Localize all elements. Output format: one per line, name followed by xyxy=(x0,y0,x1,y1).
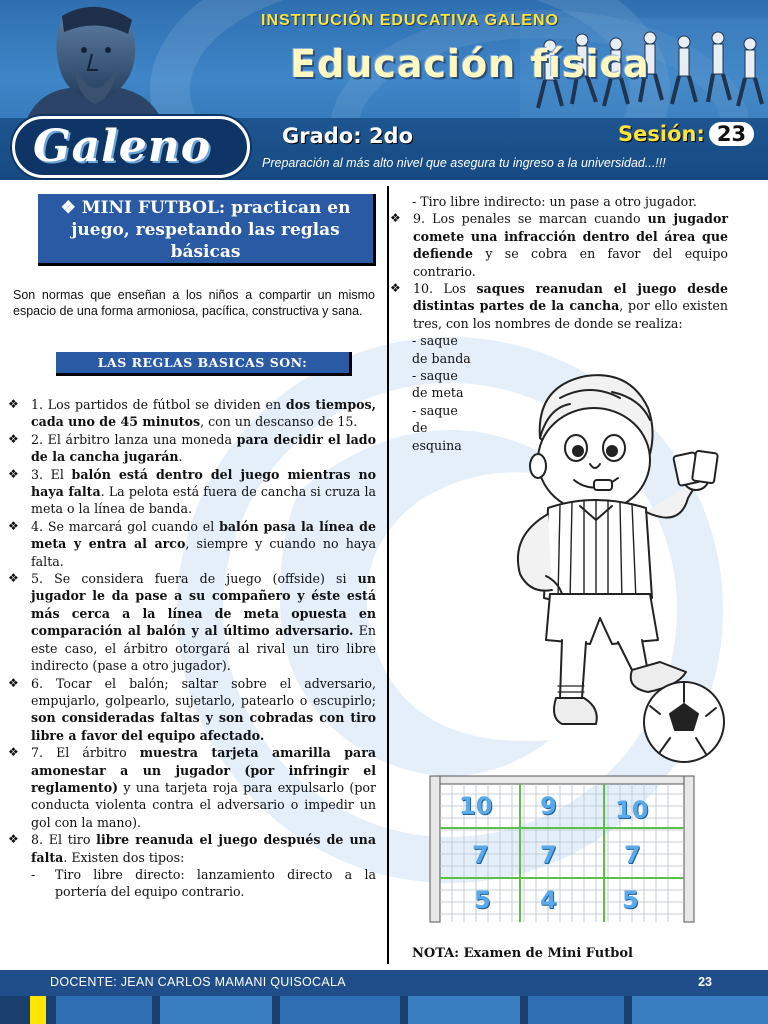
rule-text: y se cobra en favor del equipo contrario. xyxy=(413,246,728,279)
grade-caption: Grado: xyxy=(282,124,362,148)
rule-text: . Existen dos tipos: xyxy=(63,849,185,865)
section-title-line: juego, respetando las reglas xyxy=(71,220,340,240)
footer-stripe xyxy=(272,996,280,1024)
rule-text-bold: un jugador comete una infracción dentro del área que defiende xyxy=(413,211,728,262)
footer-stripe xyxy=(56,996,152,1024)
footer-stripe xyxy=(520,996,528,1024)
rule-text: 8. El tiro xyxy=(31,832,97,848)
footer-stripe xyxy=(632,996,768,1024)
rule-text: , con un descanso de 15. xyxy=(200,414,358,430)
rule-item xyxy=(8,831,376,866)
rules-list-left xyxy=(8,396,376,901)
column-divider xyxy=(387,186,389,964)
rules-heading: LAS REGLAS BASICAS SON: xyxy=(56,352,352,376)
saque-item: - saque de banda xyxy=(412,333,471,366)
rule-item xyxy=(8,675,376,745)
footer-stripe xyxy=(160,996,272,1024)
rule-item xyxy=(8,396,376,431)
grade-value: 2do xyxy=(368,124,414,148)
diamond-bullet-icon: ❖ xyxy=(8,571,19,586)
rule-text: 2. El árbitro lanza una moneda xyxy=(31,431,237,447)
rule-item xyxy=(8,518,376,570)
rule-text-bold: son consideradas faltas y son cobradas con tiro libre a favor del equipo afectado. xyxy=(31,710,376,743)
rule-text: 10. Los xyxy=(413,281,477,297)
rule-continuation: - Tiro libre indirecto: un pase a otro jugador. xyxy=(412,194,697,209)
rule-text-bold: balón pasa la línea de meta y entra al arco xyxy=(31,518,376,552)
rule-text: . xyxy=(178,449,183,465)
saque-item: - saque de meta xyxy=(412,368,464,401)
footer-stripe xyxy=(528,996,624,1024)
session-number: 23 xyxy=(709,122,754,146)
rule-text: 5. Se considera fuera de juego (offside) si xyxy=(31,571,358,587)
footer-stripe xyxy=(408,996,520,1024)
rule-text: . La pelota está fuera de cancha si cruza la meta o la línea de banda. xyxy=(31,484,376,517)
rule-text-bold: un jugador le da pase a su compañero y éste está más cerca a la línea de meta opuesta en comparación al balón y al último adversario. xyxy=(31,571,376,639)
rule-item xyxy=(8,570,376,674)
rule-text: y una tarjeta roja para expulsarlo (por conducta violenta contra el adversario o impedir un gol con la mano). xyxy=(31,779,376,830)
galeno-logo xyxy=(12,116,250,178)
intro-paragraph: Son normas que enseñan a los niños a compartir un mismo espacio de una forma armoniosa, pacífica, constructiva y sana. xyxy=(13,288,375,318)
rule-text: 9. Los penales se marcan cuando xyxy=(413,211,648,227)
goal-score-7: 7 xyxy=(624,841,641,869)
rule-text: 4. Se marcará gol cuando el xyxy=(31,518,220,534)
footer-stripe xyxy=(400,996,408,1024)
rule-text: , por ello existen tres, con los nombres de donde se realiza: xyxy=(413,298,728,331)
diamond-bullet-icon: ❖ xyxy=(8,675,19,690)
footer-stripe xyxy=(30,996,46,1024)
rule-text: , siempre y cuando no haya falta. xyxy=(31,536,376,569)
teacher-name: DOCENTE: JEAN CARLOS MAMANI QUISOCALA xyxy=(50,975,346,989)
section-title-line: ❖ MINI FUTBOL: practican en xyxy=(60,198,351,218)
logo-text: Galeno xyxy=(33,121,212,172)
page-header xyxy=(0,0,768,180)
diamond-bullet-icon: ❖ xyxy=(390,211,401,226)
session-caption: Sesión: xyxy=(618,122,705,146)
goal-score-4: 4 xyxy=(540,886,557,914)
rule-text-bold: libre reanuda el juego después de una falta xyxy=(31,832,376,865)
institution-name: INSTITUCIÓN EDUCATIVA GALENO xyxy=(261,12,559,29)
goal-score-5: 5 xyxy=(622,886,639,914)
goal-score-7: 7 xyxy=(540,841,557,869)
exam-note: NOTA: Examen de Mini Futbol xyxy=(412,946,633,961)
rule-text-bold: muestra tarjeta amarilla para amonestar a un jugador (por infringir el reglamento) xyxy=(31,745,376,795)
rule-subitem xyxy=(8,866,376,901)
page-footer xyxy=(0,970,768,996)
rule-text: 6. Tocar el balón; saltar sobre el adversario, empujarlo, golpearlo, sujetarlo, patearlo o escupirlo; xyxy=(31,675,376,708)
rule-text-bold: dos tiempos, cada uno de 45 minutos xyxy=(31,397,376,430)
tagline: Preparación al más alto nivel que asegura tu ingreso a la universidad...!!! xyxy=(262,156,666,170)
diamond-bullet-icon: ❖ xyxy=(8,466,19,481)
saque-item: - saque de esquina xyxy=(412,402,462,453)
grade-label xyxy=(282,124,413,148)
rule-item xyxy=(390,280,728,332)
subject-title: Educación física xyxy=(290,42,650,86)
section-title-line: básicas xyxy=(170,242,241,262)
goal-score-9: 9 xyxy=(540,792,557,820)
page-number: 23 xyxy=(698,975,712,989)
rule-item xyxy=(8,744,376,831)
diamond-bullet-icon: ❖ xyxy=(8,832,19,847)
rule-text: 7. El árbitro xyxy=(31,745,140,761)
diamond-bullet-icon: ❖ xyxy=(390,281,401,296)
diamond-bullet-icon: ❖ xyxy=(8,518,19,533)
rule-text: 1. Los partidos de fútbol se dividen en xyxy=(31,397,286,412)
diamond-bullet-icon: ❖ xyxy=(8,397,19,411)
referee-boy-illustration xyxy=(500,368,736,766)
goal-score-7: 7 xyxy=(472,841,489,869)
footer-stripe xyxy=(624,996,632,1024)
session-label xyxy=(618,122,754,146)
diamond-bullet-icon: ❖ xyxy=(8,431,19,446)
footer-stripe xyxy=(152,996,160,1024)
footer-stripe xyxy=(0,996,30,1024)
rule-text-bold: para decidir el lado de la cancha jugarán xyxy=(31,431,377,465)
goal-score-5: 5 xyxy=(474,886,491,914)
footer-stripes xyxy=(0,996,768,1024)
rule-text: 3. El xyxy=(31,466,72,482)
goal-score-10: 10 xyxy=(459,792,493,820)
rule-text: Tiro libre directo: lanzamiento directo a la portería del equipo contrario. xyxy=(55,866,376,900)
diamond-bullet-icon: ❖ xyxy=(8,745,19,760)
footer-stripe xyxy=(46,996,56,1024)
rule-item xyxy=(8,466,376,518)
rule-item xyxy=(390,210,728,280)
dash-marker: - xyxy=(31,866,36,882)
rule-item xyxy=(8,431,376,466)
footer-stripe xyxy=(280,996,400,1024)
section-title-box xyxy=(38,194,376,266)
rule-text-bold: saques reanudan el juego desde distintas partes de la cancha xyxy=(413,281,728,314)
goal-score-10: 10 xyxy=(615,796,649,824)
rule-text: En este caso, el árbitro otorgará al rival un tiro libre indirecto (pase a otro jugador). xyxy=(31,623,376,674)
rule-text-bold: balón está dentro del juego mientras no haya falta xyxy=(31,466,377,500)
